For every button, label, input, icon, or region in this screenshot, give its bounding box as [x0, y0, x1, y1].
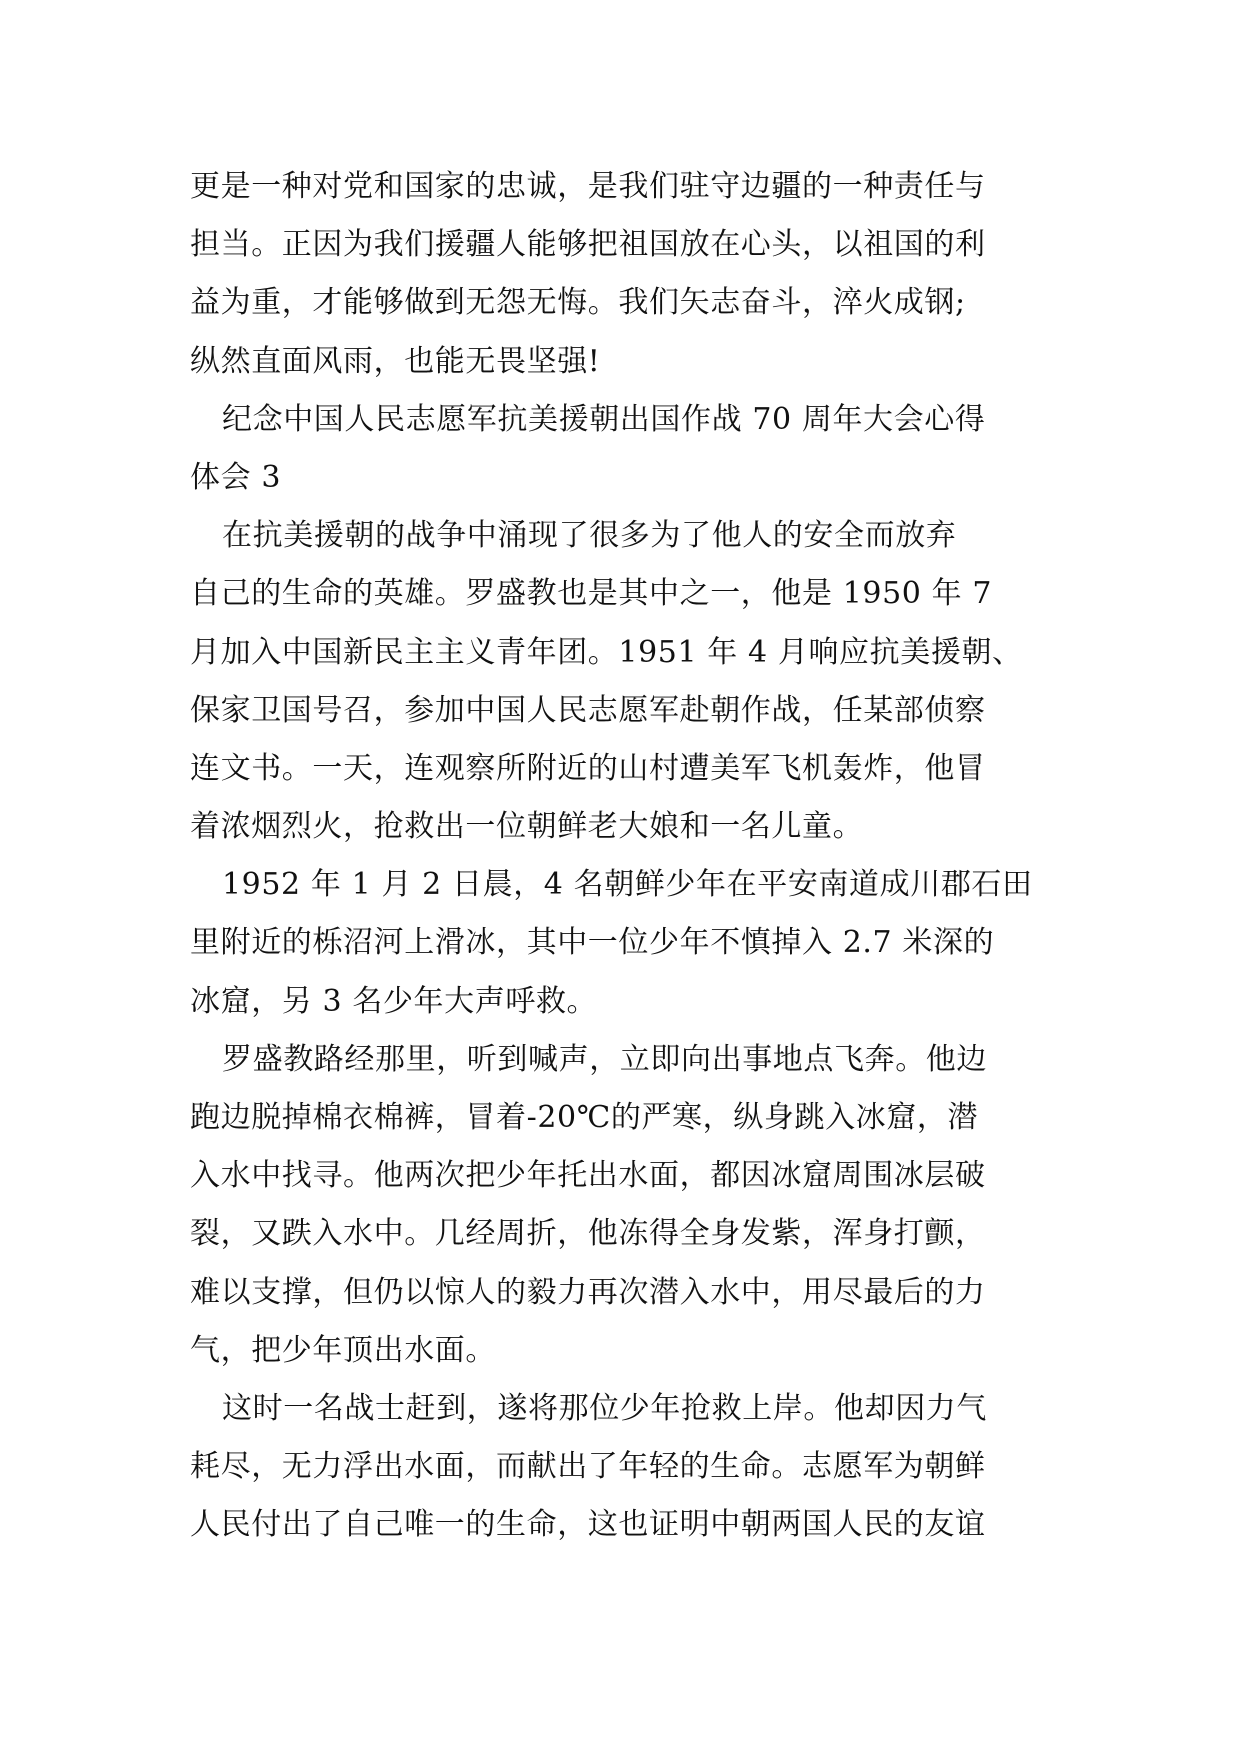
text-line: 连文书。一天，连观察所附近的山村遭美军飞机轰炸，他冒: [190, 750, 986, 786]
document-body: [190, 158, 1060, 1555]
text-line: 着浓烟烈火，抢救出一位朝鲜老大娘和一名儿童。: [190, 809, 864, 845]
section-heading-line: 体会 3: [190, 459, 282, 495]
text-line: 气，把少年顶出水面。: [190, 1332, 496, 1368]
section-heading-line: 纪念中国人民志愿军抗美援朝出国作战 70 周年大会心得: [222, 401, 986, 437]
text-line: 在抗美援朝的战争中涌现了很多为了他人的安全而放弃: [222, 518, 957, 554]
text-line: 担当。正因为我们援疆人能够把祖国放在心头，以祖国的利: [190, 227, 986, 263]
text-line: 纵然直面风雨，也能无畏坚强!: [190, 343, 601, 379]
text-line: 这时一名战士赶到，遂将那位少年抢救上岸。他却因力气: [222, 1390, 987, 1426]
text-line: 入水中找寻。他两次把少年托出水面，都因冰窟周围冰层破: [190, 1158, 986, 1194]
text-line: 难以支撑，但仍以惊人的毅力再次潜入水中，用尽最后的力: [190, 1274, 986, 1310]
text-line: 罗盛教路经那里，听到喊声，立即向出事地点飞奔。他边: [222, 1041, 987, 1077]
text-line: 跑边脱掉棉衣棉裤，冒着-20℃的严寒，纵身跳入冰窟，潜: [190, 1100, 979, 1135]
text-line: 益为重，才能够做到无怨无悔。我们矢志奋斗，淬火成钢;: [190, 285, 966, 321]
text-line: 月加入中国新民主主义青年团。1951 年 4 月响应抗美援朝、: [190, 634, 1023, 670]
text-line: 1952 年 1 月 2 日晨，4 名朝鲜少年在平安南道成川郡石田: [222, 867, 1033, 903]
text-line: 冰窟，另 3 名少年大声呼救。: [190, 983, 598, 1019]
text-line: 裂，又跌入水中。几经周折，他冻得全身发紫，浑身打颤，: [190, 1216, 986, 1252]
text-line: 耗尽，无力浮出水面，而献出了年轻的生命。志愿军为朝鲜: [190, 1449, 986, 1485]
text-line: 自己的生命的英雄。罗盛教也是其中之一，他是 1950 年 7: [190, 576, 993, 612]
text-line: 人民付出了自己唯一的生命，这也证明中朝两国人民的友谊: [190, 1507, 986, 1543]
text-line: 里附近的栎沼河上滑冰，其中一位少年不慎掉入 2.7 米深的: [190, 925, 995, 961]
text-line: 更是一种对党和国家的忠诚，是我们驻守边疆的一种责任与: [190, 169, 986, 204]
text-line: 保家卫国号召，参加中国人民志愿军赴朝作战，任某部侦察: [190, 692, 986, 728]
